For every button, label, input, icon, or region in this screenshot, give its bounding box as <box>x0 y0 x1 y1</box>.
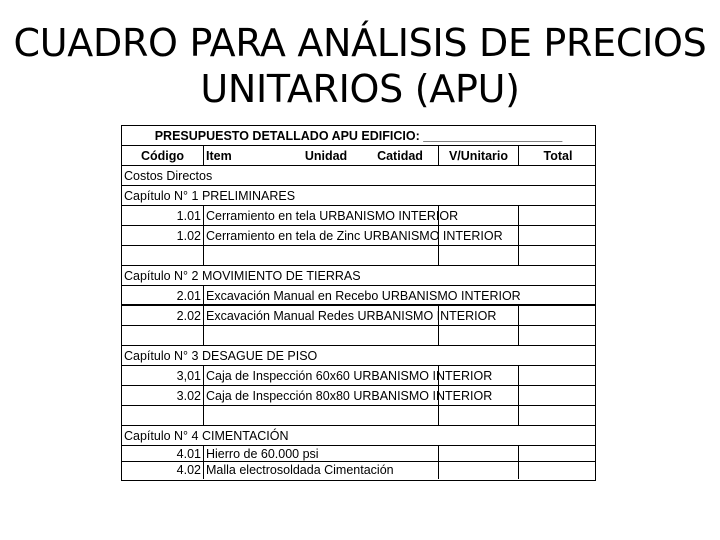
column-header-row <box>122 146 595 166</box>
slide-title-line-1: CUADRO PARA ANÁLISIS DE PRECIOS <box>13 21 707 65</box>
total-cell <box>518 326 597 345</box>
item-code: 4.02 <box>176 463 201 477</box>
total-cell <box>518 246 597 265</box>
item-code: 1.01 <box>176 209 201 223</box>
total-cell <box>518 206 597 225</box>
item-description: Caja de Inspección 60x60 URBANISMO INTERIOR <box>203 366 453 385</box>
chapter-title: Capítulo N° 2 MOVIMIENTO DE TIERRAS <box>124 269 361 283</box>
item-code: 3,01 <box>176 369 201 383</box>
budget-sheet <box>121 125 596 481</box>
v-unitario-cell <box>438 206 518 225</box>
v-unitario-cell <box>438 446 518 461</box>
item-code: 4.01 <box>176 447 201 461</box>
section-label: Costos Directos <box>124 169 213 183</box>
chapter-title: Capítulo N° 1 PRELIMINARES <box>124 189 296 203</box>
chapter-row <box>122 186 595 206</box>
item-description: Cerramiento en tela URBANISMO INTERIOR <box>203 206 453 225</box>
v-unitario-cell <box>438 366 518 385</box>
item-code: 1.02 <box>176 229 201 243</box>
col-header-unidad: Unidad <box>304 149 348 163</box>
chapter-row <box>122 346 595 366</box>
total-cell <box>518 306 597 325</box>
item-description: Excavación Manual en Recebo URBANISMO INTERIOR <box>203 286 453 304</box>
item-description: Malla electrosoldada Cimentación <box>203 462 453 479</box>
item-row <box>122 366 595 386</box>
item-row <box>122 446 595 462</box>
spacer-row <box>122 406 595 426</box>
item-description: Excavación Manual Redes URBANISMO INTERIOR <box>203 306 453 325</box>
slide-title-line-2: UNITARIOS (APU) <box>200 67 520 111</box>
item-code: 2.01 <box>176 289 201 303</box>
item-row <box>122 306 595 326</box>
total-cell <box>518 446 597 461</box>
spacer-cell <box>203 406 438 425</box>
v-unitario-cell <box>438 386 518 405</box>
col-header-total: Total <box>518 146 597 165</box>
item-row <box>122 226 595 246</box>
slide-title <box>0 20 720 112</box>
col-header-codigo: Código <box>140 149 185 163</box>
chapter-title: Capítulo N° 3 DESAGUE DE PISO <box>124 349 318 363</box>
item-code: 3.02 <box>176 389 201 403</box>
col-header-cantidad: Catidad <box>377 149 423 163</box>
v-unitario-cell <box>438 226 518 245</box>
sheet-heading: PRESUPUESTO DETALLADO APU EDIFICIO: ____________________ <box>154 129 563 143</box>
item-row <box>122 286 595 306</box>
chapter-row <box>122 266 595 286</box>
v-unitario-cell <box>438 246 518 265</box>
v-unitario-cell <box>438 326 518 345</box>
item-row <box>122 386 595 406</box>
col-header-item: Item <box>203 146 290 165</box>
v-unitario-cell <box>438 406 518 425</box>
chapter-row <box>122 426 595 446</box>
chapter-title: Capítulo N° 4 CIMENTACIÓN <box>124 429 289 443</box>
total-cell <box>518 366 597 385</box>
section-row <box>122 166 595 186</box>
spacer-row <box>122 326 595 346</box>
v-unitario-cell <box>438 306 518 325</box>
col-header-v-unitario: V/Unitario <box>438 146 518 165</box>
total-cell <box>518 406 597 425</box>
sheet-heading-row <box>122 126 595 146</box>
item-row <box>122 206 595 226</box>
spacer-cell <box>203 246 438 265</box>
total-cell <box>518 462 597 479</box>
item-row <box>122 462 595 479</box>
spacer-cell <box>203 326 438 345</box>
item-code: 2.02 <box>176 309 201 323</box>
total-cell <box>518 386 597 405</box>
item-description: Caja de Inspección 80x80 URBANISMO INTERIOR <box>203 386 453 405</box>
v-unitario-cell <box>438 462 518 479</box>
total-cell <box>518 226 597 245</box>
spacer-row <box>122 246 595 266</box>
item-description: Hierro de 60.000 psi <box>203 446 453 461</box>
item-description: Cerramiento en tela de Zinc URBANISMO INTERIOR <box>203 226 453 245</box>
